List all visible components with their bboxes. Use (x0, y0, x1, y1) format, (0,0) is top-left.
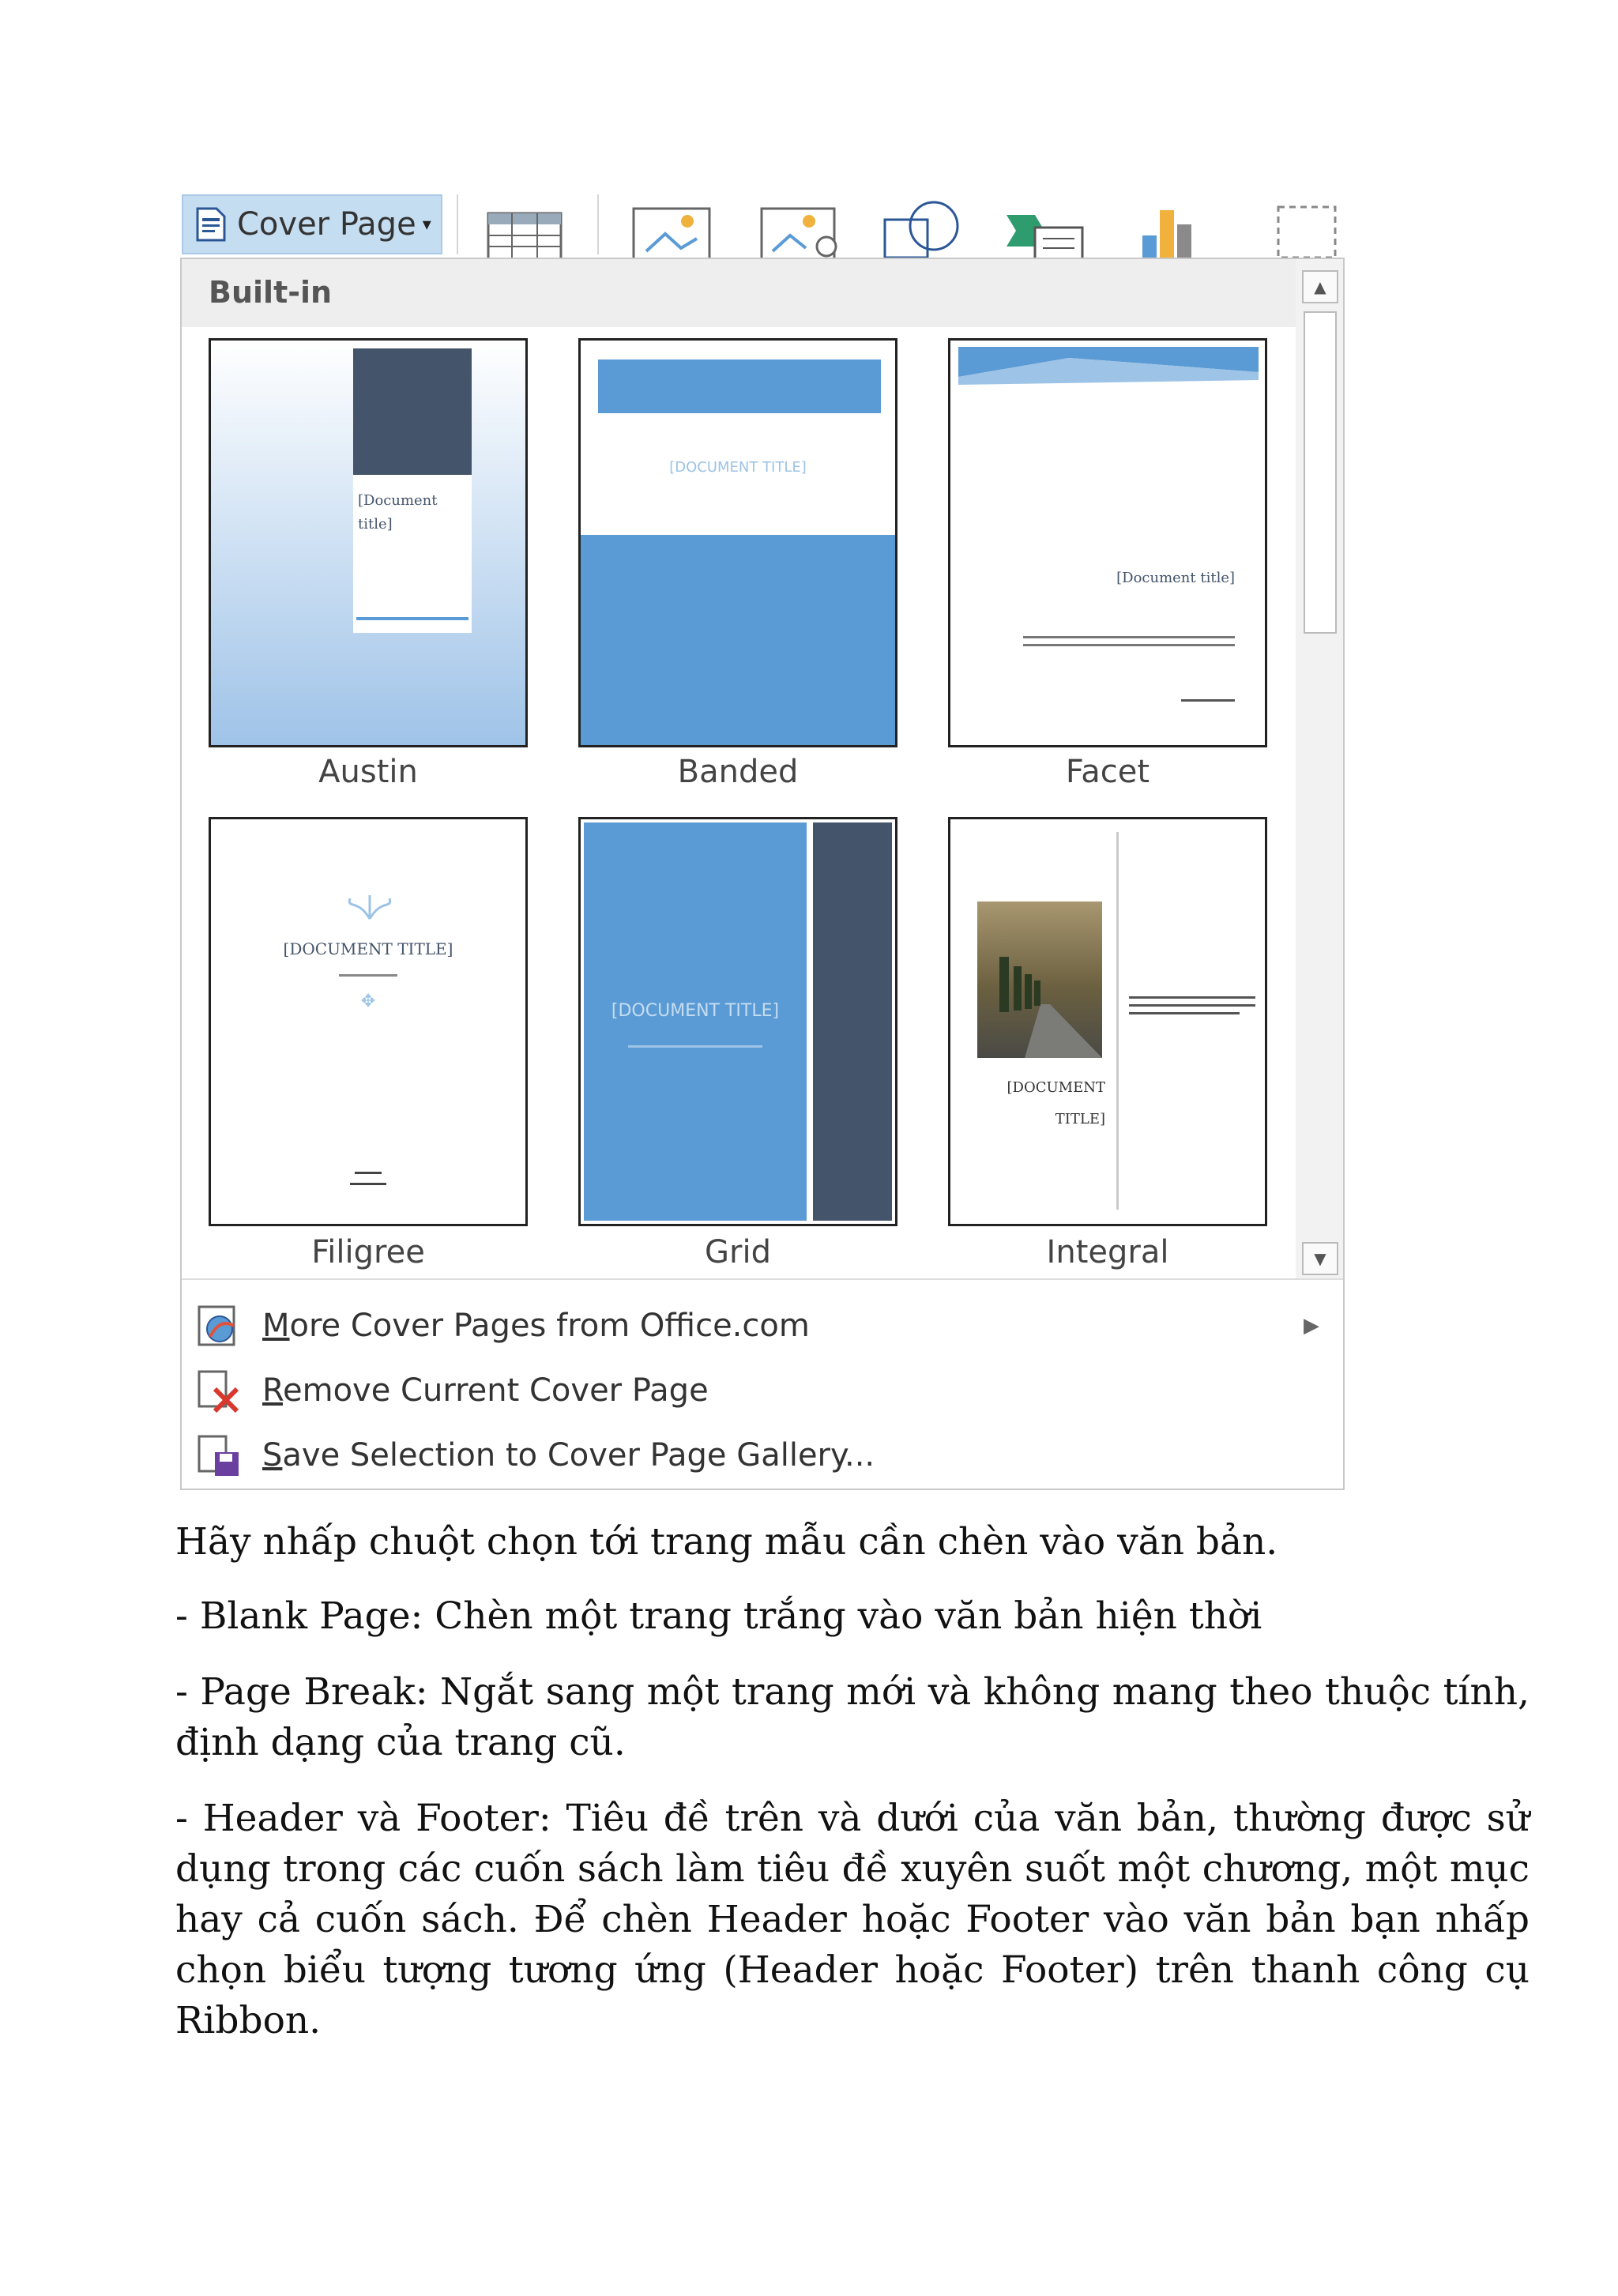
tile-band-bottom (581, 535, 895, 745)
tile-text-line (1129, 996, 1255, 999)
scroll-up-button[interactable]: ▲ (1302, 270, 1338, 303)
cover-tile-facet[interactable] (948, 338, 1267, 747)
smartart-icon[interactable] (1003, 196, 1090, 259)
tile-document-title: [Document (358, 492, 438, 509)
cover-tile-integral[interactable] (948, 817, 1267, 1226)
submenu-arrow-icon: ▶ (1304, 1314, 1319, 1338)
tile-document-title: [DOCUMENT (1007, 1079, 1105, 1096)
menu-item-label: ore Cover Pages from Office.com (289, 1308, 810, 1344)
tile-document-title: [Document title] (1116, 570, 1235, 586)
remove-cover-page-icon (194, 1367, 242, 1414)
tile-grid-main-block (584, 822, 807, 1221)
tile-document-title: TITLE] (1055, 1111, 1105, 1127)
tile-document-title: [DOCUMENT TITLE] (669, 459, 807, 476)
tile-text-line (339, 974, 397, 977)
tile-text-line (1181, 699, 1235, 702)
cover-page-icon (196, 207, 226, 242)
tile-rule (356, 617, 468, 620)
gallery-scrollbar[interactable] (1296, 259, 1343, 1278)
cover-tile-banded[interactable] (578, 338, 897, 747)
ornament-icon: ✥ (360, 992, 376, 1011)
gallery-section-header: Built-in (182, 259, 1296, 327)
tile-text-line (1023, 644, 1235, 646)
cover-tile-label: Filigree (311, 1234, 425, 1270)
body-paragraph: - Blank Page: Chèn một trang trắng vào văn bản hiện thời (175, 1594, 1262, 1638)
cover-page-button[interactable] (182, 194, 442, 254)
scroll-down-button[interactable]: ▼ (1302, 1242, 1338, 1275)
tile-vertical-rule (1116, 832, 1119, 1210)
office-online-icon (194, 1302, 242, 1349)
menu-accelerator: S (262, 1437, 283, 1474)
shapes-icon[interactable] (882, 196, 969, 259)
ornament-icon (342, 890, 397, 922)
menu-item-label: emove Current Cover Page (283, 1372, 709, 1409)
pictures-icon[interactable] (630, 196, 717, 259)
tile-text-line (628, 1045, 762, 1048)
scrollbar-thumb[interactable] (1304, 311, 1337, 634)
more-cover-pages-item[interactable] (182, 1294, 1343, 1357)
save-to-gallery-icon (194, 1432, 242, 1479)
screenshot-icon[interactable] (1275, 196, 1341, 259)
menu-divider (182, 1278, 1343, 1280)
cover-tile-label: Grid (705, 1234, 771, 1270)
online-pictures-icon[interactable] (758, 196, 845, 259)
menu-item-label: ave Selection to Cover Page Gallery... (282, 1437, 875, 1474)
body-paragraph: - Page Break: Ngắt sang một trang mới và không mang theo thuộc tính, định dạng của trang cũ. (175, 1670, 1530, 1764)
ribbon-separator (597, 194, 599, 254)
tile-document-title: title] (358, 516, 393, 533)
cover-tile-grid[interactable] (578, 817, 897, 1226)
cover-page-dropdown (180, 258, 1345, 1490)
cover-page-label: Cover Page (237, 206, 416, 243)
cover-tile-label: Banded (677, 754, 799, 790)
tile-preview-page (353, 348, 472, 633)
tile-text-line (1129, 1012, 1240, 1014)
save-selection-item[interactable] (182, 1424, 1343, 1487)
chevron-down-icon: ▾ (422, 214, 431, 235)
table-icon[interactable] (485, 196, 564, 259)
tile-text-line (350, 1183, 386, 1185)
chart-icon[interactable] (1134, 196, 1206, 259)
body-paragraph: Hãy nhấp chuột chọn tới trang mẫu cần chèn vào văn bản. (175, 1520, 1278, 1564)
tile-facet-banner (950, 341, 1265, 396)
tile-document-title: [DOCUMENT TITLE] (283, 939, 453, 958)
tile-cypress-photo (977, 901, 1102, 1058)
body-paragraph: - Header và Footer: Tiêu đề trên và dưới của văn bản, thường được sử dụng trong các cuốn sách làm tiêu đề xuyên suốt một chương, một mục hay cả cuốn sách. Để chèn Header hoặc Footer vào văn bản bạn nhấp chọn biểu tượng tương ứng (Header hoặc Footer) trên thanh công cụ Ribbon. (175, 1797, 1530, 2042)
cover-tile-austin[interactable] (209, 338, 528, 747)
cypress-road-image (977, 901, 1102, 1058)
tile-text-line (355, 1172, 382, 1174)
ribbon-separator (457, 194, 458, 254)
remove-cover-page-item[interactable] (182, 1359, 1343, 1422)
tile-band-top (598, 359, 881, 413)
tile-document-title: [DOCUMENT TITLE] (611, 1001, 780, 1021)
tile-text-line (1129, 1004, 1255, 1007)
tile-text-line (1023, 636, 1235, 638)
cover-tile-label: Integral (1046, 1234, 1169, 1270)
tile-grid-side-block (813, 822, 892, 1221)
menu-accelerator: R (262, 1372, 283, 1409)
menu-accelerator: M (262, 1308, 290, 1344)
cover-tile-label: Facet (1065, 754, 1150, 790)
ribbon-insert-group (179, 191, 1348, 259)
tile-abstract-block (353, 348, 472, 475)
cover-tile-label: Austin (318, 754, 418, 790)
cover-tile-filigree[interactable] (209, 817, 528, 1226)
